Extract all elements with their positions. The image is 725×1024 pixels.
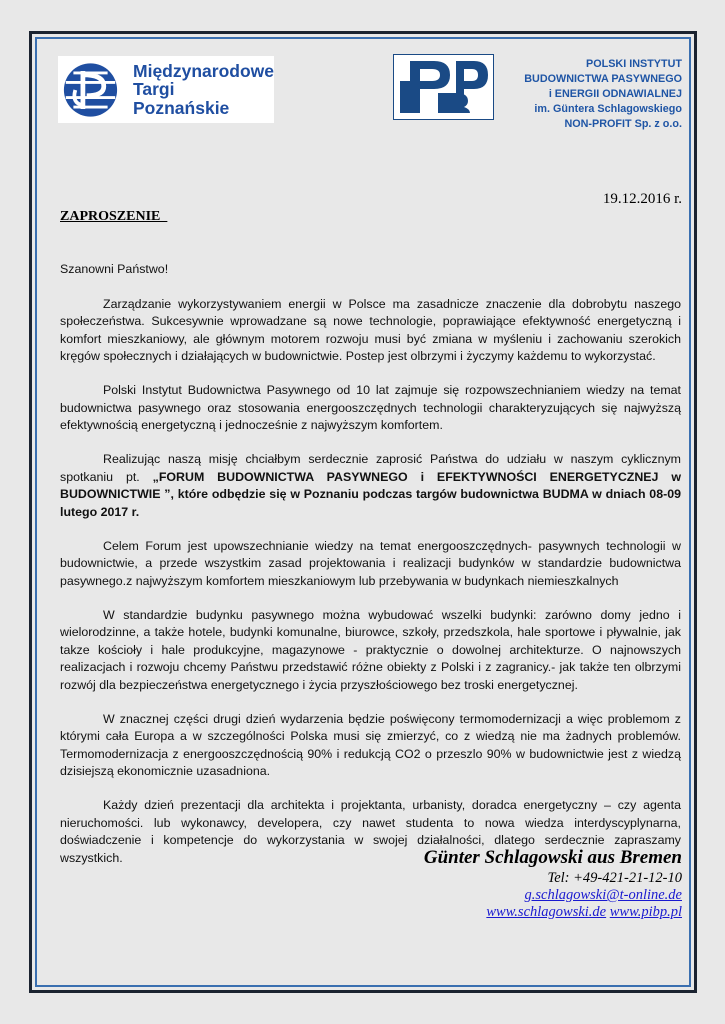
greeting: Szanowni Państwo! — [60, 262, 169, 276]
paragraph-3 — [60, 451, 681, 521]
pibp-logo-icon — [394, 55, 493, 119]
mtp-globe-icon — [62, 61, 119, 119]
email-link[interactable]: g.schlagowski@t-online.de — [524, 887, 682, 903]
paragraph-4: Celem Forum jest upowszechnianie wiedzy na temat energooszczędnych- pasywnych technologii w budownictwie, a przede wszystkim zasad projektowania i realizacji budynków w standardzie budownictwa pasywnego.z najwyższym komfortem mieszkaniowym lub przebywania w budynkach niemieszkalnych — [60, 538, 681, 588]
forum-announcement: „FORUM BUDOWNICTWA PASYWNEGO i EFEKTYWNOŚCI ENERGETYCZNEJ w BUDOWNICTWIE ”, które odbędzie się w Poznaniu podczas targów budownictwa BUDMA w dniach 08-09 lutego 2017 r. — [60, 469, 681, 519]
mtp-logo — [58, 56, 274, 123]
paragraph-2: Polski Instytut Budownictwa Pasywnego od 10 lat zajmuje się rozpowszechnianiem wiedzy na temat budownictwa pasywnego oraz stosowania energooszczędnych technologii charakteryzujących się najwyższą efektywnością energetyczną i jednocześnie z najwyższym komfortem. — [60, 383, 681, 432]
letter-title: ZAPROSZENIE — [60, 209, 168, 224]
letter-date: 19.12.2016 r. — [602, 191, 682, 207]
paragraph-7: Każdy dzień prezentacji dla architekta i projektanta, urbanisty, doradca energetyczny – czy agenta nieruchomości. lub wykonawcy, developera, czy nawet studenta to nowa wiedza interdyscyplynarna, doświadczenie i kompetencje do wykorzystania w swojej działalności, dlatego serdecznie zapraszamy wszystkich. — [60, 798, 681, 865]
signature-block — [424, 846, 682, 921]
pibp-logo — [393, 54, 494, 120]
paragraph-3-text: Realizując naszą misję chciałbym serdecznie zaprosić Państwa do udziału w naszym cyklicznym spotkaniu pt. — [60, 452, 681, 484]
institute-name: POLSKI INSTYTUT BUDOWNICTWA PASYWNEGO i ENERGII ODNAWIALNEJ im. Güntera Schlagowskiego NON-PROFIT Sp. z o.o. — [524, 58, 682, 130]
signature-name: Günter Schlagowski aus Bremen — [423, 847, 682, 868]
paragraph-6: W znacznej części drugi dzień wydarzenia będzie poświęcony termomodernizacji a więc problemom z którymi cała Europa a w szczególności Polska musi się zmierzyć, co z wiedzą nie ma żadnych problemów. Termomodernizacja z energooszczędnością 90% i redukcją CO2 o przeszlo 90% w budownictwie jest z wiedzą dzisiejszą ekonomicznie uzasadniona. — [60, 711, 681, 778]
mtp-logo-text: Międzynarodowe Targi Poznańskie — [133, 60, 274, 118]
letter-page — [40, 42, 686, 982]
website-link-pibp[interactable]: www.pibp.pl — [609, 904, 682, 920]
paragraph-5: W standardzie budynku pasywnego można wybudować wszelki budynki: zarówno domy jedno i wielorodzinne, a także hotele, budynki komunalne, biurowce, szkoły, przedszkola, hale sportowe i pływalnie, jak takze kościoły i hale produkcyjne, magazynowe - praktycznie o dowolnej architekturze. O najnowszych realizacjach i rozwoju chcemy Państwu przedstawić różne obiekty z Polski i z zagranicy.- jak także ten olbrzymi rozwój dla bezpieczeństwa energetycznego i życia przyszłościowego bez troski energetycznej. — [60, 607, 681, 692]
website-link-schlagowski[interactable]: www.schlagowski.de — [486, 904, 607, 920]
paragraph-1: Zarządzanie wykorzystywaniem energii w Polsce ma zasadnicze znaczenie dla dobrobytu naszego społeczeństwa. Sukcesywnie wprowadzane są nowe technologie, poprawiające efektywność energetyczną i komfort mieszkaniowy, ale głównym motorem rozwoju musi być zmiana w myśleniu i zachowaniu szerokich kręgów społecznych i działających w budownictwie. Postep jest olbrzymi i życzymy każdemu to wykorzystać. — [60, 296, 681, 363]
letter-body — [60, 261, 681, 884]
signature-phone: Tel: +49-421-21-12-10 — [547, 870, 682, 886]
